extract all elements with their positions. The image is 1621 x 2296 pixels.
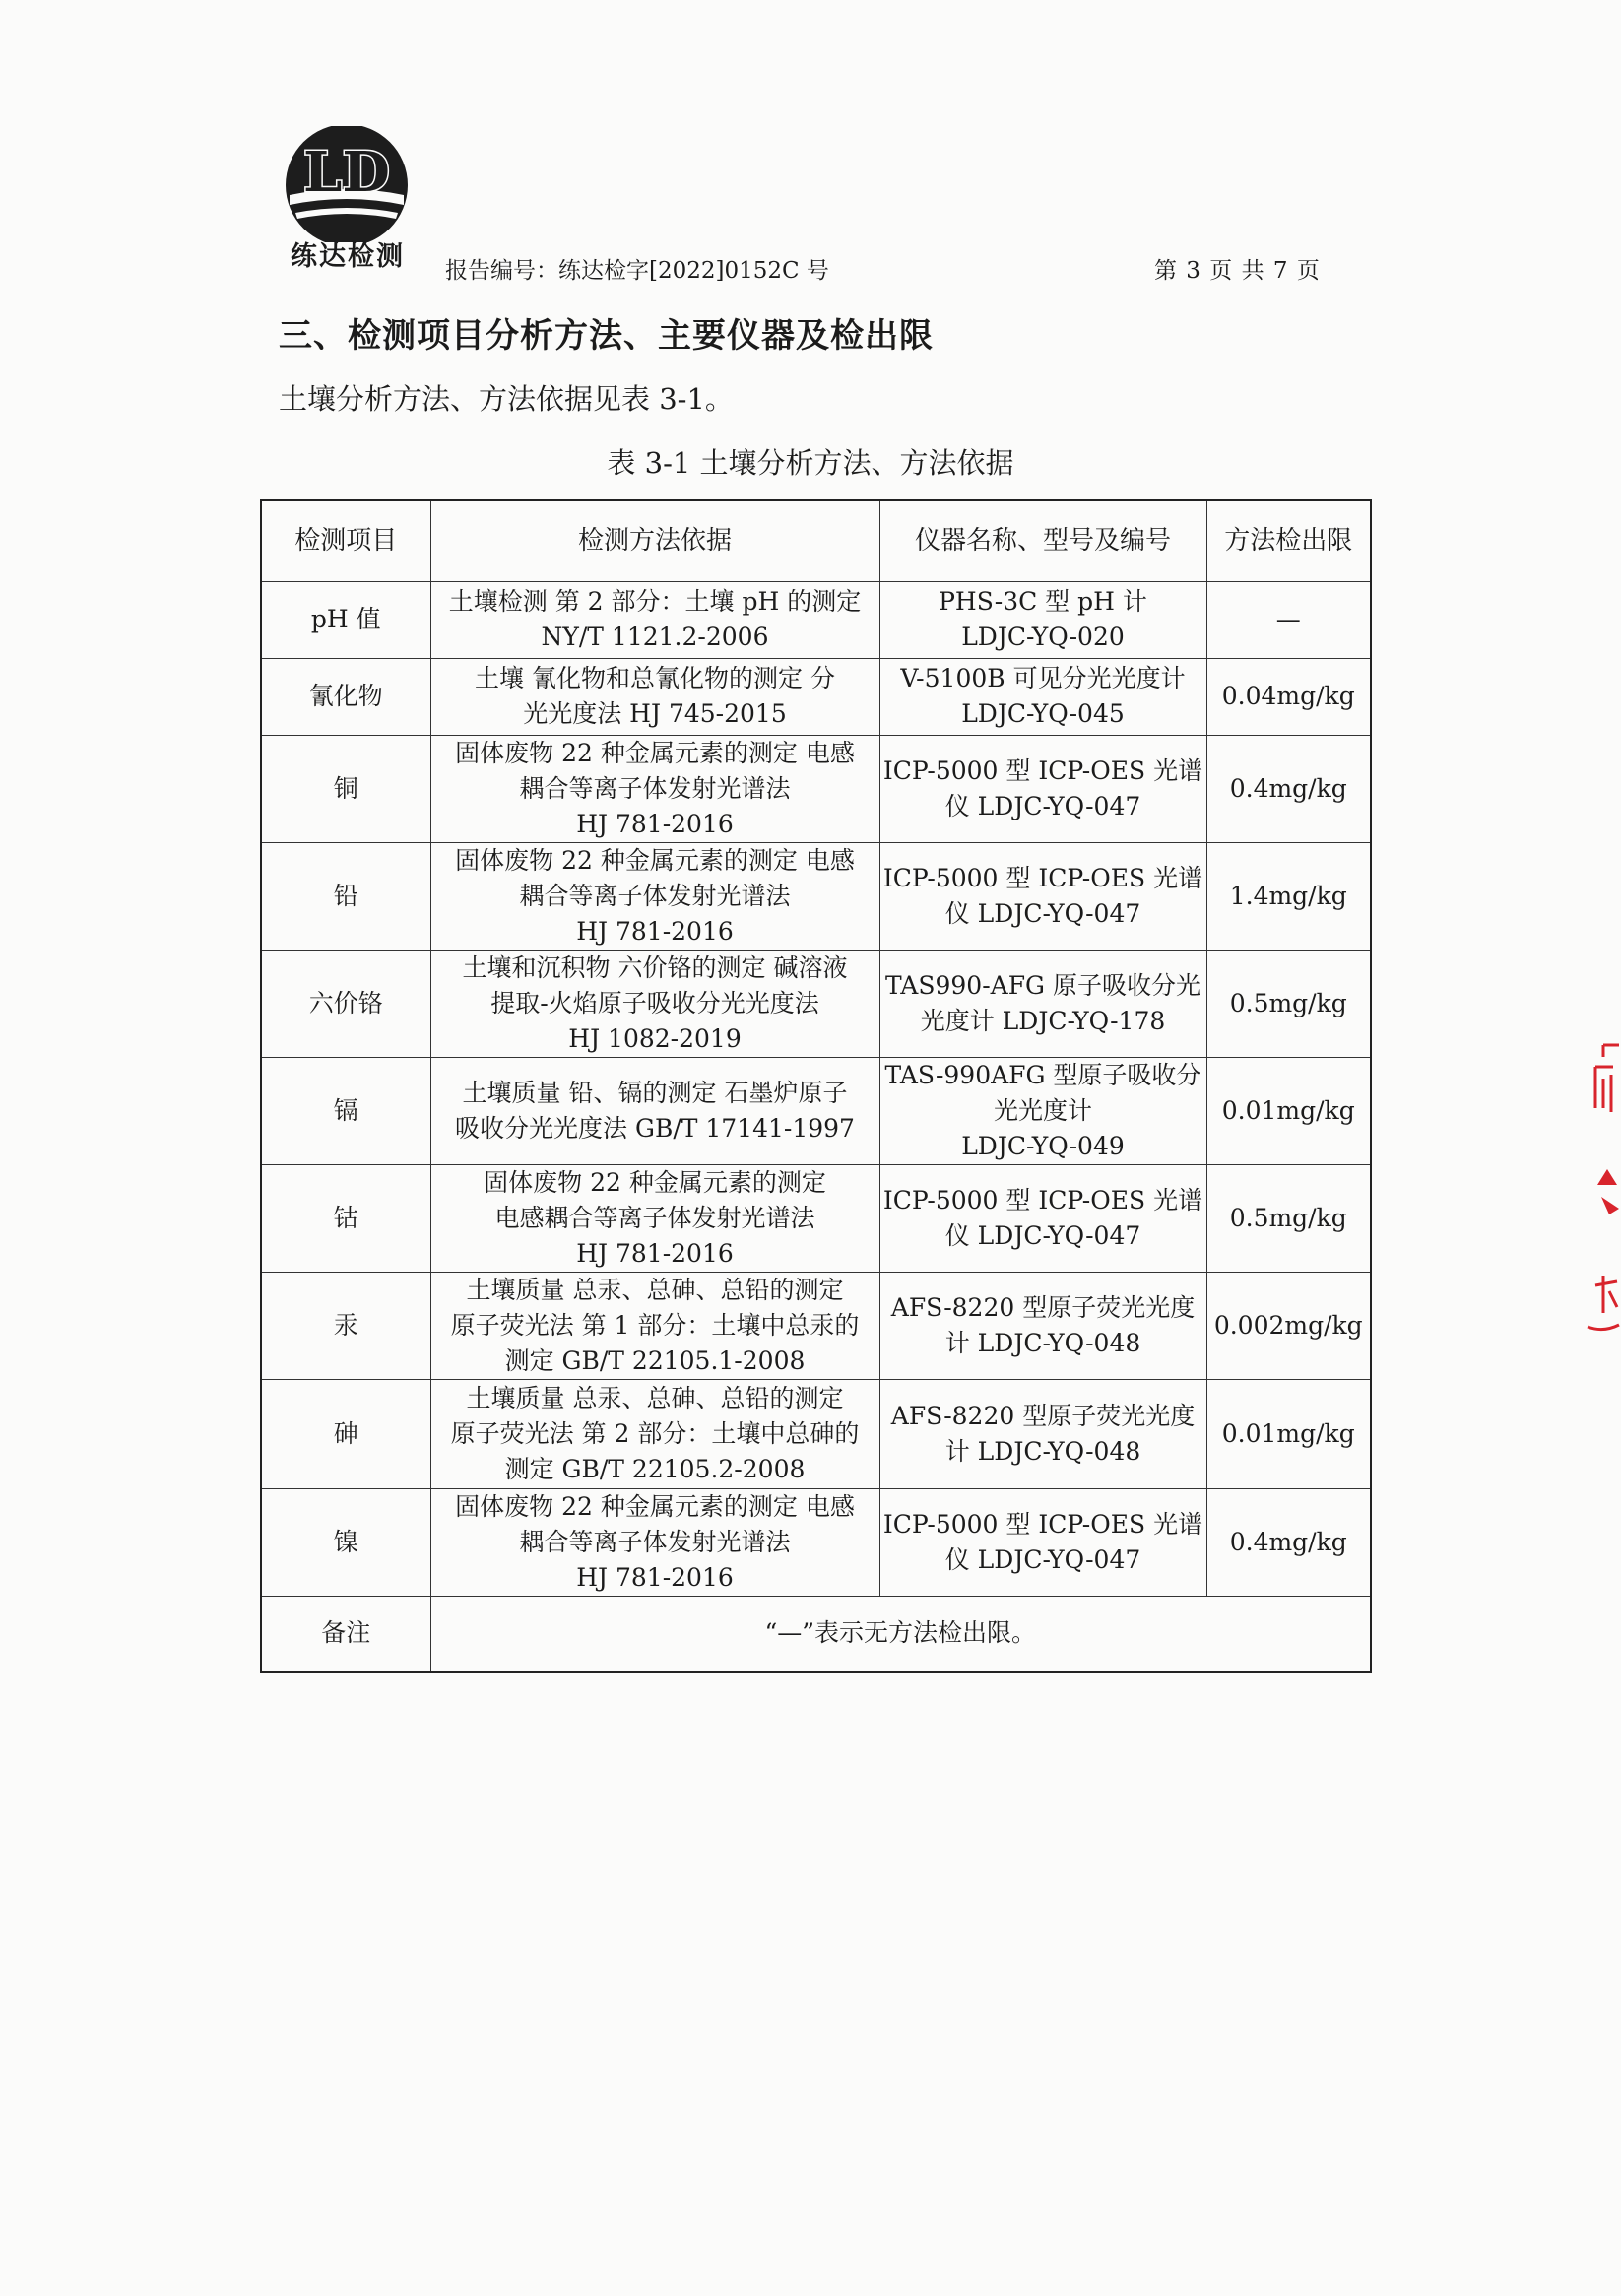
table-row <box>261 581 1371 658</box>
cell-limit: 0.5mg/kg <box>1206 950 1371 1057</box>
table-row <box>261 1272 1371 1379</box>
instrument-line: TAS990-AFG 原子吸收分光 <box>885 970 1200 1000</box>
page-number: 第 3 页 共 7 页 <box>1154 258 1321 284</box>
method-line: 耦合等离子体发射光谱法 <box>519 881 791 910</box>
header-item: 检测项目 <box>261 500 430 581</box>
method-line: 土壤检测 第 2 部分：土壤 pH 的测定 <box>448 587 862 616</box>
header-method: 检测方法依据 <box>430 500 879 581</box>
instrument-line: V-5100B 可见分光光度计 <box>900 664 1186 692</box>
table-row <box>261 842 1371 950</box>
method-line: 土壤 氰化物和总氰化物的测定 分 <box>475 664 835 692</box>
instrument-line: 仪 LDJC-YQ-047 <box>944 898 1141 928</box>
method-line: 提取-火焰原子吸收分光光度法 <box>490 988 819 1017</box>
method-line: HJ 781-2016 <box>576 1562 734 1592</box>
instrument-line: LDJC-YQ-020 <box>961 623 1125 651</box>
remark-text: “—”表示无方法检出限。 <box>430 1596 1371 1672</box>
instrument-line: 计 LDJC-YQ-048 <box>944 1436 1141 1466</box>
cell-method <box>430 1164 879 1272</box>
cell-instrument <box>879 1272 1206 1379</box>
method-line: HJ 1082-2019 <box>568 1023 742 1053</box>
cell-limit: 0.002mg/kg <box>1206 1272 1371 1379</box>
cell-method <box>430 1488 879 1596</box>
cell-item: 镍 <box>261 1488 430 1596</box>
cell-instrument <box>879 950 1206 1057</box>
method-line: HJ 781-2016 <box>576 916 734 946</box>
table-row <box>261 1164 1371 1272</box>
table-caption: 表 3-1 土壤分析方法、方法依据 <box>607 446 1014 480</box>
instrument-line: PHS-3C 型 pH 计 <box>939 587 1147 616</box>
cell-method <box>430 1272 879 1379</box>
cell-instrument <box>879 842 1206 950</box>
logo-mark: LD <box>303 140 390 205</box>
method-line: 光光度法 HJ 745-2015 <box>523 699 787 728</box>
logo-text: 练达检测 <box>291 241 405 272</box>
instrument-line: 计 LDJC-YQ-048 <box>944 1328 1141 1357</box>
cell-instrument <box>879 1379 1206 1488</box>
table-row <box>261 1379 1371 1488</box>
table-header-row <box>261 500 1371 581</box>
instrument-line: ICP-5000 型 ICP-OES 光谱 <box>882 863 1203 892</box>
method-line: 土壤和沉积物 六价铬的测定 碱溶液 <box>462 952 848 982</box>
instrument-line: TAS-990AFG 型原子吸收分 <box>884 1060 1201 1089</box>
cell-item: pH 值 <box>261 581 430 658</box>
method-line: HJ 781-2016 <box>576 809 734 838</box>
company-logo <box>282 126 412 242</box>
section-title: 三、检测项目分析方法、主要仪器及检出限 <box>279 316 934 356</box>
method-line: 固体废物 22 种金属元素的测定 电感 <box>455 845 855 875</box>
report-number: 报告编号：练达检字[2022]0152C 号 <box>445 258 829 284</box>
instrument-line: 仪 LDJC-YQ-047 <box>944 791 1141 820</box>
cell-method <box>430 1057 879 1164</box>
table-row <box>261 1488 1371 1596</box>
cell-limit: 0.01mg/kg <box>1206 1379 1371 1488</box>
method-line: 固体废物 22 种金属元素的测定 电感 <box>455 1491 855 1521</box>
method-line: 测定 GB/T 22105.1-2008 <box>504 1345 806 1375</box>
cell-instrument <box>879 658 1206 735</box>
instrument-line: 仪 LDJC-YQ-047 <box>944 1220 1141 1250</box>
methods-table <box>260 499 1372 1673</box>
method-line: 耦合等离子体发射光谱法 <box>519 1527 791 1556</box>
cell-method <box>430 950 879 1057</box>
cell-method <box>430 581 879 658</box>
cell-limit: 0.01mg/kg <box>1206 1057 1371 1164</box>
remark-label: 备注 <box>261 1596 430 1672</box>
header-limit: 方法检出限 <box>1206 500 1371 581</box>
intro-paragraph: 土壤分析方法、方法依据见表 3-1。 <box>279 382 734 416</box>
instrument-line: 光度计 LDJC-YQ-178 <box>920 1006 1166 1035</box>
cell-item: 镉 <box>261 1057 430 1164</box>
method-line: 电感耦合等离子体发射光谱法 <box>494 1203 815 1232</box>
instrument-line: AFS-8220 型原子荧光光度 <box>890 1401 1196 1430</box>
table-row <box>261 950 1371 1057</box>
instrument-line: ICP-5000 型 ICP-OES 光谱 <box>882 755 1203 785</box>
method-line: 吸收分光光度法 GB/T 17141-1997 <box>455 1113 855 1143</box>
instrument-line: 光光度计 <box>993 1095 1092 1125</box>
remark-row <box>261 1596 1371 1672</box>
cell-instrument <box>879 581 1206 658</box>
cell-limit: 0.04mg/kg <box>1206 658 1371 735</box>
method-line: 土壤质量 总汞、总砷、总铅的测定 <box>466 1275 844 1304</box>
cell-item: 汞 <box>261 1272 430 1379</box>
cell-item: 铅 <box>261 842 430 950</box>
cell-limit: 1.4mg/kg <box>1206 842 1371 950</box>
red-seal-stamp <box>1574 1039 1621 1335</box>
cell-method <box>430 735 879 842</box>
cell-instrument <box>879 1488 1206 1596</box>
cell-item: 氰化物 <box>261 658 430 735</box>
cell-item: 六价铬 <box>261 950 430 1057</box>
instrument-line: 仪 LDJC-YQ-047 <box>944 1544 1141 1574</box>
method-line: 测定 GB/T 22105.2-2008 <box>504 1454 806 1483</box>
cell-method <box>430 1379 879 1488</box>
cell-item: 铜 <box>261 735 430 842</box>
method-line: 耦合等离子体发射光谱法 <box>519 773 791 803</box>
method-line: NY/T 1121.2-2006 <box>541 623 769 651</box>
cell-method <box>430 842 879 950</box>
cell-instrument <box>879 1057 1206 1164</box>
header-instrument: 仪器名称、型号及编号 <box>879 500 1206 581</box>
instrument-line: ICP-5000 型 ICP-OES 光谱 <box>882 1509 1203 1539</box>
method-line: 原子荧光法 第 2 部分：土壤中总砷的 <box>450 1418 860 1448</box>
table-row <box>261 1057 1371 1164</box>
method-line: 原子荧光法 第 1 部分：土壤中总汞的 <box>450 1310 860 1340</box>
cell-instrument <box>879 735 1206 842</box>
method-line: HJ 781-2016 <box>576 1238 734 1268</box>
cell-item: 钴 <box>261 1164 430 1272</box>
instrument-line: LDJC-YQ-049 <box>961 1131 1125 1160</box>
instrument-line: ICP-5000 型 ICP-OES 光谱 <box>882 1185 1203 1214</box>
cell-instrument <box>879 1164 1206 1272</box>
method-line: 固体废物 22 种金属元素的测定 <box>484 1167 826 1197</box>
table-row <box>261 735 1371 842</box>
method-line: 固体废物 22 种金属元素的测定 电感 <box>455 738 855 767</box>
cell-method <box>430 658 879 735</box>
instrument-line: AFS-8220 型原子荧光光度 <box>890 1292 1196 1322</box>
cell-limit: 0.4mg/kg <box>1206 735 1371 842</box>
cell-limit: — <box>1206 581 1371 658</box>
cell-limit: 0.5mg/kg <box>1206 1164 1371 1272</box>
method-line: 土壤质量 总汞、总砷、总铅的测定 <box>466 1383 844 1412</box>
cell-item: 砷 <box>261 1379 430 1488</box>
method-line: 土壤质量 铅、镉的测定 石墨炉原子 <box>462 1078 848 1107</box>
cell-limit: 0.4mg/kg <box>1206 1488 1371 1596</box>
instrument-line: LDJC-YQ-045 <box>961 699 1125 728</box>
table-row <box>261 658 1371 735</box>
